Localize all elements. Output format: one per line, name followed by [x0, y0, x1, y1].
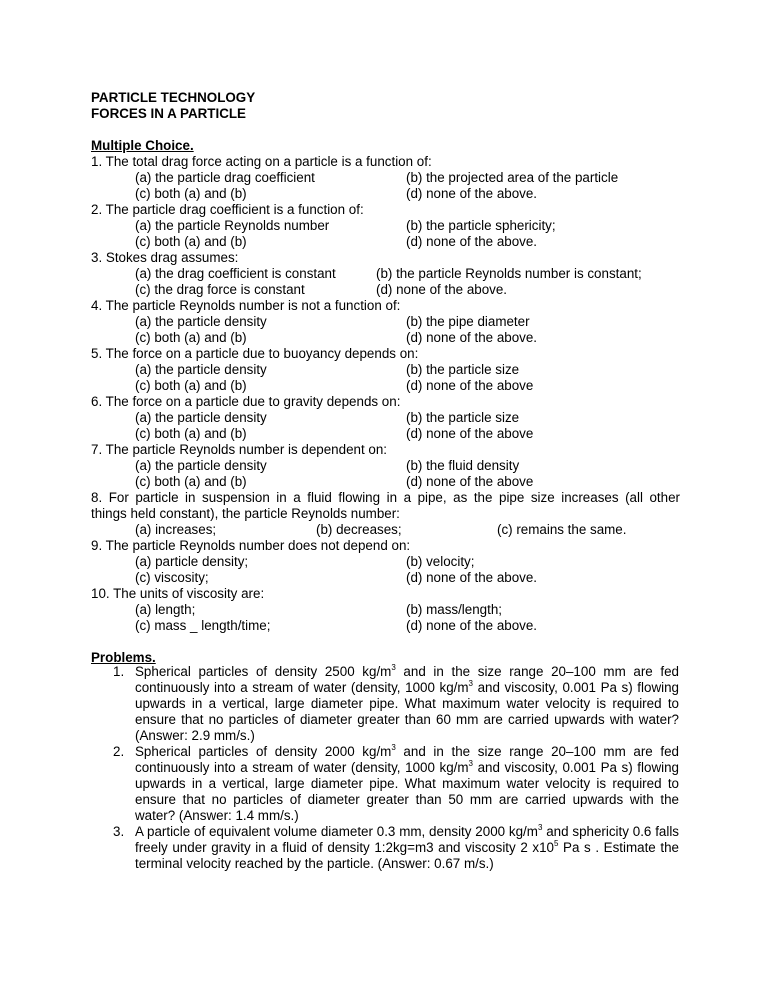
q3-option-b: (b) the particle Reynolds number is constant;: [376, 266, 642, 281]
q3-option-a: (a) the drag coefficient is constant: [135, 266, 336, 281]
q2-option-d: (d) none of the above.: [406, 234, 538, 249]
question-4: 4. The particle Reynolds number is not a function of:: [91, 298, 401, 313]
problem-3-segment: Pa s . Estimate the terminal velocity reached by the particle. (Answer: 0.67 m/s.): [135, 839, 679, 871]
q5-option-c: (c) both (a) and (b): [135, 378, 247, 393]
q9-option-b: (b) velocity;: [406, 554, 475, 569]
q6-option-a: (a) the particle density: [135, 410, 267, 425]
question-7: 7. The particle Reynolds number is dependent on:: [91, 442, 388, 457]
problem-3-segment: A particle of equivalent volume diameter 0.3 mm, density 2000 kg/m: [135, 824, 538, 839]
q9-option-a: (a) particle density;: [135, 554, 249, 569]
q5-option-b: (b) the particle size: [406, 362, 520, 377]
problem-3-segment: and sphericity 0.6 falls freely under gravity in a fluid of density 1:2kg=m3 and viscosity 2 x10: [135, 824, 680, 855]
q1-option-a: (a) the particle drag coefficient: [135, 170, 315, 185]
problem-1-number: 1.: [113, 664, 125, 679]
problem-1-segment: and in the size range 20–100 mm are fed continuously into a stream of water (density, 1000 kg/m: [135, 664, 679, 695]
question-5: 5. The force on a particle due to buoyancy depends on:: [91, 346, 419, 361]
question-9: 9. The particle Reynolds number does not depend on:: [91, 538, 411, 553]
q4-option-b: (b) the pipe diameter: [406, 314, 530, 329]
q2-option-c: (c) both (a) and (b): [135, 234, 247, 249]
q6-option-d: (d) none of the above: [406, 426, 534, 441]
q6-option-b: (b) the particle size: [406, 410, 520, 425]
q4-option-a: (a) the particle density: [135, 314, 267, 329]
problem-3-number: 3.: [113, 824, 125, 839]
q3-option-d: (d) none of the above.: [376, 282, 508, 297]
question-8-line-1: 8. For particle in suspension in a fluid flowing in a pipe, as the pipe size increases (all other: [91, 490, 680, 505]
document-title: PARTICLE TECHNOLOGY: [91, 90, 256, 105]
question-2: 2. The particle drag coefficient is a function of:: [91, 202, 364, 217]
problem-1-segment: Spherical particles of density 2500 kg/m: [135, 664, 392, 679]
q7-option-a: (a) the particle density: [135, 458, 267, 473]
document-subtitle: FORCES IN A PARTICLE: [91, 106, 246, 121]
problem-2-segment: and in the size range 20–100 mm are fed continuously into a stream of water (density, 1000 kg/m: [135, 744, 679, 775]
problems-heading: Problems.: [91, 650, 156, 665]
q7-option-d: (d) none of the above: [406, 474, 534, 489]
q9-option-c: (c) viscosity;: [135, 570, 209, 585]
question-1: 1. The total drag force acting on a particle is a function of:: [91, 154, 432, 169]
q5-option-a: (a) the particle density: [135, 362, 267, 377]
q7-option-b: (b) the fluid density: [406, 458, 520, 473]
q9-option-d: (d) none of the above.: [406, 570, 538, 585]
q6-option-c: (c) both (a) and (b): [135, 426, 247, 441]
problem-2-segment: Spherical particles of density 2000 kg/m: [135, 744, 392, 759]
q8-option-a: (a) increases;: [135, 522, 217, 537]
question-10: 10. The units of viscosity are:: [91, 586, 265, 601]
problem-1-segment: and viscosity, 0.001 Pa s) flowing upwards in a vertical, large diameter pipe. What maximum water velocity is required to ensure that no particles of diameter greater than 60 mm are carried upwards with water? (Answer: 2.9 mm/s.): [135, 679, 679, 743]
q4-option-c: (c) both (a) and (b): [135, 330, 247, 345]
multiple-choice-heading: Multiple Choice.: [91, 138, 194, 153]
problem-3-superscript: 3: [537, 823, 543, 832]
problem-2-superscript: 3: [391, 743, 396, 752]
q10-option-b: (b) mass/length;: [406, 602, 503, 617]
question-3: 3. Stokes drag assumes:: [91, 250, 239, 265]
problem-2-text: [135, 744, 679, 824]
problem-2-superscript: 3: [468, 758, 473, 768]
q3-option-c: (c) the drag force is constant: [135, 282, 305, 297]
q10-option-a: (a) length;: [135, 602, 196, 617]
q8-option-b: (b) decreases;: [316, 522, 402, 537]
q4-option-d: (d) none of the above.: [406, 330, 538, 345]
q8-option-c: (c) remains the same.: [497, 522, 627, 537]
q2-option-b: (b) the particle sphericity;: [406, 218, 556, 233]
problem-2-segment: and viscosity, 0.001 Pa s) flowing upwards in a vertical, large diameter pipe. What maximum water velocity is required to ensure that no particles of diameter greater than 50 mm are carried upwards with the water? (Answer: 1.4 mm/s.): [135, 759, 679, 823]
q10-option-c: (c) mass _ length/time;: [135, 618, 271, 633]
problem-1-superscript: 3: [391, 663, 396, 672]
q7-option-c: (c) both (a) and (b): [135, 474, 247, 489]
problem-1-superscript: 3: [468, 678, 473, 688]
q2-option-a: (a) the particle Reynolds number: [135, 218, 330, 233]
question-8-line-2: things held constant), the particle Reynolds number:: [91, 506, 400, 521]
problem-3-superscript: 5: [553, 838, 559, 848]
q1-option-b: (b) the projected area of the particle: [406, 170, 619, 185]
problem-3-text: [135, 824, 679, 872]
q1-option-d: (d) none of the above.: [406, 186, 538, 201]
question-6: 6. The force on a particle due to gravity depends on:: [91, 394, 401, 409]
problem-1-text: [135, 664, 679, 744]
q1-option-c: (c) both (a) and (b): [135, 186, 247, 201]
q5-option-d: (d) none of the above: [406, 378, 534, 393]
q10-option-d: (d) none of the above.: [406, 618, 538, 633]
problem-2-number: 2.: [113, 744, 125, 759]
